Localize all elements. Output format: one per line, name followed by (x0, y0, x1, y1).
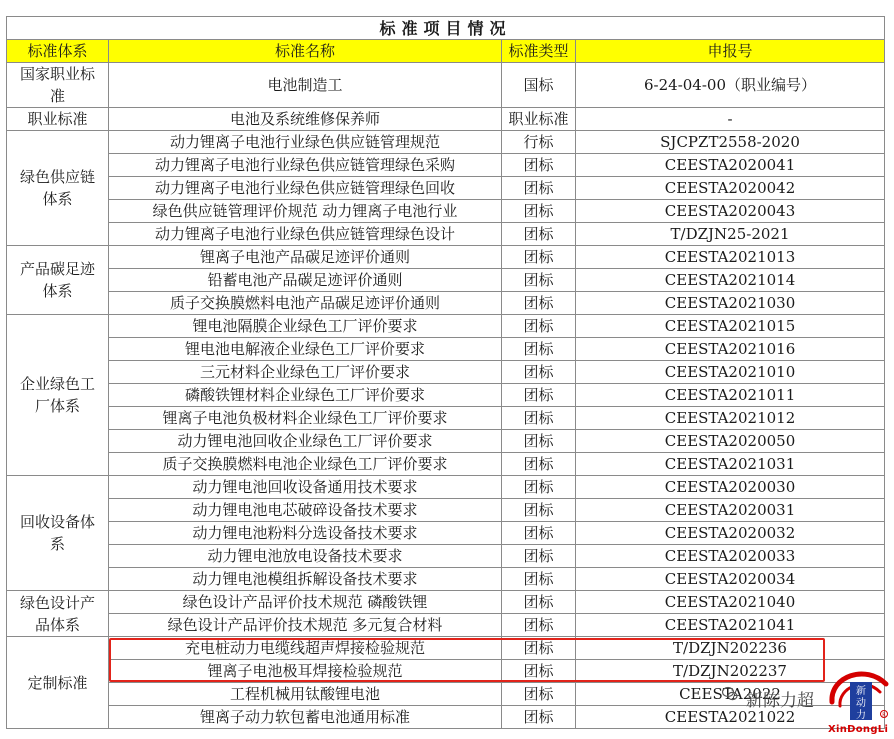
standard-name-cell: 动力锂离子电池行业绿色供应链管理绿色设计 (109, 223, 502, 246)
table-row (7, 223, 885, 246)
standard-name-cell: 工程机械用钛酸锂电池 (109, 683, 502, 706)
application-number-cell: - (576, 108, 885, 131)
standard-type-cell: 团标 (502, 660, 576, 683)
svg-text:新: 新 (856, 686, 866, 697)
standard-name-cell: 动力锂离子电池行业绿色供应链管理绿色回收 (109, 177, 502, 200)
standard-type-cell: 团标 (502, 200, 576, 223)
watermark (722, 662, 894, 739)
standard-type-cell: 国标 (502, 63, 576, 108)
application-number-cell: T/DZJN202237 (576, 660, 885, 683)
application-number-cell: CEESTA2020030 (576, 476, 885, 499)
table-row (7, 430, 885, 453)
application-number-cell: CEESTA2020042 (576, 177, 885, 200)
standard-name-cell: 质子交换膜燃料电池产品碳足迹评价通则 (109, 292, 502, 315)
standard-type-cell: 团标 (502, 384, 576, 407)
application-number-cell: CEESTA2020041 (576, 154, 885, 177)
standard-type-cell: 团标 (502, 545, 576, 568)
standard-type-cell: 团标 (502, 223, 576, 246)
application-number-cell: T/DZJN202236 (576, 637, 885, 660)
standard-name-cell: 锂离子电池负极材料企业绿色工厂评价要求 (109, 407, 502, 430)
table-row (7, 177, 885, 200)
standard-name-cell: 磷酸铁锂材料企业绿色工厂评价要求 (109, 384, 502, 407)
application-number-cell: CEESTA2021041 (576, 614, 885, 637)
standard-type-cell: 团标 (502, 177, 576, 200)
application-number-cell: CEESTA2021030 (576, 292, 885, 315)
standard-type-cell: 团标 (502, 407, 576, 430)
standard-type-cell: 团标 (502, 706, 576, 729)
application-number-cell: CEESTA2021014 (576, 269, 885, 292)
standard-name-cell: 质子交换膜燃料电池企业绿色工厂评价要求 (109, 453, 502, 476)
application-number-cell: T/DZJN25-2021 (576, 223, 885, 246)
category-cell: 绿色供应链体系 (7, 131, 109, 246)
application-number-cell: CEESTA2021013 (576, 246, 885, 269)
application-number-cell: CEESTA2021015 (576, 315, 885, 338)
table-row (7, 476, 885, 499)
standard-type-cell: 团标 (502, 430, 576, 453)
header-row (7, 40, 885, 63)
application-number-cell: CEESTA2020043 (576, 200, 885, 223)
table-row (7, 545, 885, 568)
table-row (7, 200, 885, 223)
application-number-cell: CEESTA2022 (576, 683, 885, 706)
standard-name-cell: 绿色供应链管理评价规范 动力锂离子电池行业 (109, 200, 502, 223)
table-row (7, 522, 885, 545)
application-number-cell: CEESTA2020050 (576, 430, 885, 453)
standard-name-cell: 锂离子动力软包蓄电池通用标准 (109, 706, 502, 729)
table-row (7, 315, 885, 338)
header-type: 标准类型 (502, 40, 576, 63)
table-row (7, 407, 885, 430)
category-cell: 回收设备体系 (7, 476, 109, 591)
header-number: 申报号 (576, 40, 885, 63)
application-number-cell: 6-24-04-00（职业编号） (576, 63, 885, 108)
application-number-cell: CEESTA2021040 (576, 591, 885, 614)
application-number-cell: CEESTA2020031 (576, 499, 885, 522)
standard-name-cell: 动力锂电池电芯破碎设备技术要求 (109, 499, 502, 522)
application-number-cell: CEESTA2020033 (576, 545, 885, 568)
table-row (7, 269, 885, 292)
category-cell: 产品碳足迹体系 (7, 246, 109, 315)
standard-type-cell: 团标 (502, 292, 576, 315)
application-number-cell: CEESTA2021031 (576, 453, 885, 476)
standard-type-cell: 行标 (502, 131, 576, 154)
table-row (7, 108, 885, 131)
standard-name-cell: 三元材料企业绿色工厂评价要求 (109, 361, 502, 384)
watermark-channel: 新陈力超 (746, 691, 814, 711)
standard-type-cell: 团标 (502, 269, 576, 292)
standard-name-cell: 动力锂电池模组拆解设备技术要求 (109, 568, 502, 591)
table-row (7, 637, 885, 660)
standard-name-cell: 充电桩动力电缆线超声焊接检验规范 (109, 637, 502, 660)
table-row (7, 614, 885, 637)
category-cell: 定制标准 (7, 637, 109, 729)
standard-type-cell: 团标 (502, 315, 576, 338)
application-number-cell: CEESTA2021011 (576, 384, 885, 407)
standard-name-cell: 电池及系统维修保养师 (109, 108, 502, 131)
standard-name-cell: 动力锂电池粉料分选设备技术要求 (109, 522, 502, 545)
standard-type-cell: 团标 (502, 637, 576, 660)
standard-type-cell: 团标 (502, 683, 576, 706)
table-row (7, 246, 885, 269)
standards-table (6, 16, 885, 729)
standard-type-cell: 团标 (502, 522, 576, 545)
svg-text:动: 动 (856, 698, 866, 709)
svg-text:R: R (882, 712, 886, 719)
table-row (7, 384, 885, 407)
standard-type-cell: 团标 (502, 476, 576, 499)
table-row (7, 292, 885, 315)
table-row (7, 361, 885, 384)
standard-name-cell: 锂离子电池极耳焊接检验规范 (109, 660, 502, 683)
standard-type-cell: 团标 (502, 338, 576, 361)
table-body (7, 63, 885, 729)
svg-text:力: 力 (856, 710, 866, 721)
table-row (7, 131, 885, 154)
table-row (7, 591, 885, 614)
table-row (7, 154, 885, 177)
table-row (7, 568, 885, 591)
standard-name-cell: 绿色设计产品评价技术规范 多元复合材料 (109, 614, 502, 637)
standard-name-cell: 锂离子电池产品碳足迹评价通则 (109, 246, 502, 269)
table-title: 标准项目情况 (7, 17, 885, 40)
standard-type-cell: 团标 (502, 614, 576, 637)
standard-name-cell: 动力锂电池回收设备通用技术要求 (109, 476, 502, 499)
application-number-cell: CEESTA2021010 (576, 361, 885, 384)
standard-name-cell: 动力锂电池回收企业绿色工厂评价要求 (109, 430, 502, 453)
standard-type-cell: 团标 (502, 568, 576, 591)
table-row (7, 453, 885, 476)
standard-type-cell: 团标 (502, 361, 576, 384)
application-number-cell: SJCPZT2558-2020 (576, 131, 885, 154)
standard-type-cell: 团标 (502, 246, 576, 269)
standard-type-cell: 团标 (502, 499, 576, 522)
standard-type-cell: 团标 (502, 154, 576, 177)
standard-name-cell: 电池制造工 (109, 63, 502, 108)
application-number-cell: CEESTA2021016 (576, 338, 885, 361)
standard-name-cell: 动力锂电池放电设备技术要求 (109, 545, 502, 568)
watermark-url: XinDongLi (828, 724, 889, 735)
standard-type-cell: 团标 (502, 453, 576, 476)
standard-type-cell: 团标 (502, 591, 576, 614)
table-row (7, 63, 885, 108)
category-cell: 国家职业标准 (7, 63, 109, 108)
application-number-cell: CEESTA2021012 (576, 407, 885, 430)
application-number-cell: CEESTA2020034 (576, 568, 885, 591)
application-number-cell: CEESTA2020032 (576, 522, 885, 545)
wechat-bubble-icon (722, 686, 740, 704)
category-cell: 企业绿色工厂体系 (7, 315, 109, 476)
xindongli-logo-icon (826, 662, 892, 722)
standard-type-cell: 职业标准 (502, 108, 576, 131)
standard-name-cell: 动力锂离子电池行业绿色供应链管理规范 (109, 131, 502, 154)
standard-name-cell: 锂电池隔膜企业绿色工厂评价要求 (109, 315, 502, 338)
category-cell: 职业标准 (7, 108, 109, 131)
header-category: 标准体系 (7, 40, 109, 63)
table-row (7, 499, 885, 522)
application-number-cell: CEESTA2021022 (576, 706, 885, 729)
category-cell: 绿色设计产品体系 (7, 591, 109, 637)
standard-name-cell: 绿色设计产品评价技术规范 磷酸铁锂 (109, 591, 502, 614)
standard-name-cell: 铅蓄电池产品碳足迹评价通则 (109, 269, 502, 292)
header-name: 标准名称 (109, 40, 502, 63)
table-row (7, 338, 885, 361)
standard-name-cell: 动力锂离子电池行业绿色供应链管理绿色采购 (109, 154, 502, 177)
standard-name-cell: 锂电池电解液企业绿色工厂评价要求 (109, 338, 502, 361)
